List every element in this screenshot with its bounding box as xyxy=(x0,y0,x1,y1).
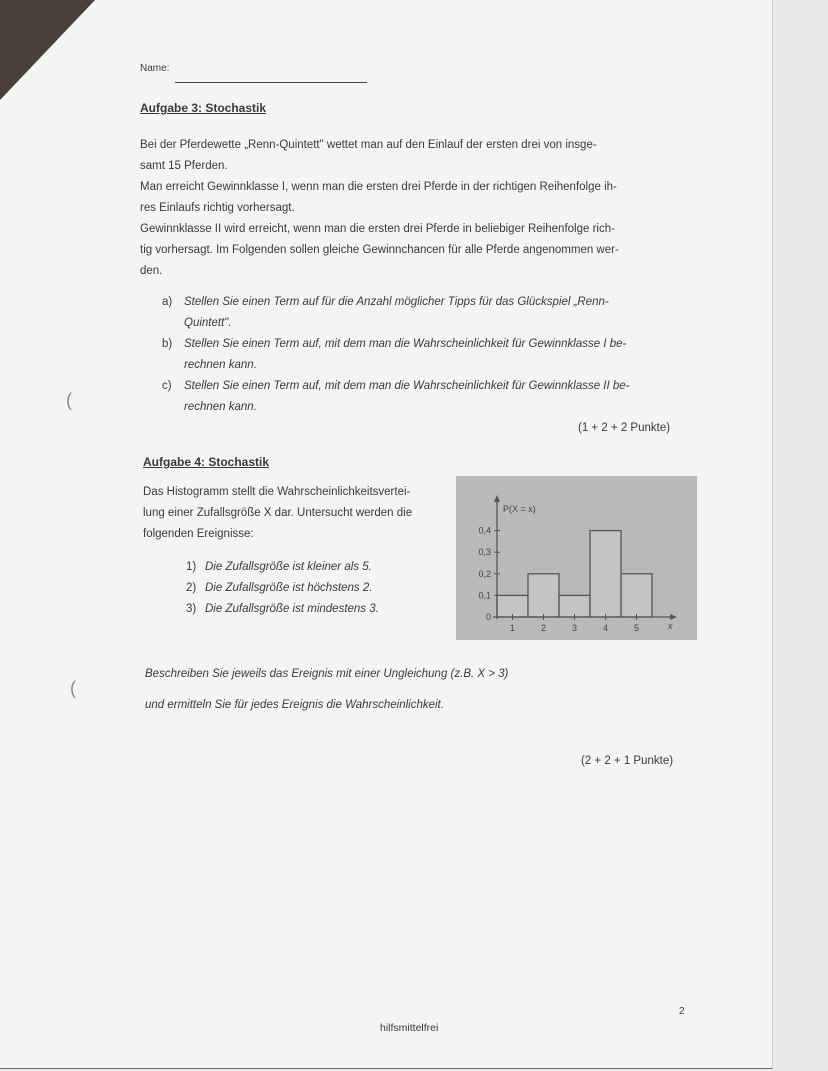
margin-mark: ( xyxy=(70,678,76,698)
histogram-bar-4 xyxy=(590,531,621,617)
item-text: Quintett". xyxy=(184,317,232,329)
x-tick-label: 2 xyxy=(540,623,547,633)
x-axis-arrow xyxy=(670,614,677,620)
task3-points: (1 + 2 + 2 Punkte) xyxy=(578,422,671,434)
name-field-line[interactable] xyxy=(175,82,367,83)
footer-note: hilfsmittelfrei xyxy=(380,1022,439,1034)
photo-shadow-corner xyxy=(0,0,95,100)
event-label: 2) xyxy=(186,582,197,594)
item-text: Stellen Sie einen Term auf für die Anzahl möglicher Tipps für das Glückspiel „Renn- xyxy=(184,296,609,308)
item-label: a) xyxy=(162,296,173,308)
event-label: 1) xyxy=(186,561,197,573)
histogram-bar-2 xyxy=(528,574,559,617)
x-tick-label: 4 xyxy=(602,623,609,633)
item-text: Stellen Sie einen Term auf, mit dem man die Wahrscheinlichkeit für Gewinnklasse I be- xyxy=(184,338,627,350)
event-text: Die Zufallsgröße ist höchstens 2. xyxy=(205,582,373,594)
task3-line: tig vorhersagt. Im Folgenden sollen gleiche Gewinnchancen für alle Pferde angenommen wer- xyxy=(140,244,619,256)
x-tick-label: 1 xyxy=(509,623,516,633)
page-number: 2 xyxy=(679,1006,685,1017)
item-text: rechnen kann. xyxy=(184,401,257,413)
y-tick-label: 0,3 xyxy=(478,547,491,558)
task4-title: Aufgabe 4: Stochastik xyxy=(143,455,270,469)
histogram-bar-3 xyxy=(559,595,590,617)
task3-line: samt 15 Pferden. xyxy=(140,160,228,172)
task3-line: res Einlaufs richtig vorhersagt. xyxy=(140,202,295,214)
task3-line: Bei der Pferdewette „Renn-Quintett" wettet man auf den Einlauf der ersten drei von insge- xyxy=(140,139,597,151)
task4-line: lung einer Zufallsgröße X dar. Untersucht werden die xyxy=(143,507,413,519)
item-text: rechnen kann. xyxy=(184,359,257,371)
y-tick-label: 0,2 xyxy=(478,568,491,579)
x-tick-label: 3 xyxy=(571,623,578,633)
y-tick-label: 0,4 xyxy=(478,525,491,536)
task3-line: Man erreicht Gewinnklasse I, wenn man die ersten drei Pferde in der richtigen Reihenfolge ih- xyxy=(140,181,617,193)
event-label: 3) xyxy=(186,603,197,615)
histogram-bar-5 xyxy=(621,574,652,617)
x-tick-label: 5 xyxy=(633,623,640,633)
y-axis-arrow xyxy=(494,495,500,502)
task3-line: Gewinnklasse II wird erreicht, wenn man die ersten drei Pferde in beliebiger Reihenfolge rich- xyxy=(140,223,615,235)
histogram xyxy=(456,476,697,640)
task4-instruction-1: Beschreiben Sie jeweils das Ereignis mit einer Ungleichung (z.B. X > 3) xyxy=(145,668,509,680)
task4-instruction-2: und ermitteln Sie für jedes Ereignis die Wahrscheinlichkeit. xyxy=(145,699,444,711)
y-axis-label: P(X = x) xyxy=(503,504,536,514)
x-axis-label: x xyxy=(668,621,673,631)
event-text: Die Zufallsgröße ist mindestens 3. xyxy=(205,603,379,615)
histogram-bar-1 xyxy=(497,595,528,617)
y-tick-label: 0,1 xyxy=(478,590,491,601)
margin-mark: ( xyxy=(66,390,72,410)
task3-title: Aufgabe 3: Stochastik xyxy=(140,101,267,115)
item-label: b) xyxy=(162,338,173,350)
task3-line: den. xyxy=(140,265,163,277)
item-text: Stellen Sie einen Term auf, mit dem man die Wahrscheinlichkeit für Gewinnklasse II be- xyxy=(184,380,630,392)
task4-line: Das Histogramm stellt die Wahrscheinlichkeitsvertei- xyxy=(143,486,411,498)
event-text: Die Zufallsgröße ist kleiner als 5. xyxy=(205,561,372,573)
task4-line: folgenden Ereignisse: xyxy=(143,528,254,540)
task4-points: (2 + 2 + 1 Punkte) xyxy=(581,755,674,767)
item-label: c) xyxy=(162,380,172,392)
y-tick-label: 0 xyxy=(485,612,491,622)
name-label: Name: xyxy=(140,63,170,74)
